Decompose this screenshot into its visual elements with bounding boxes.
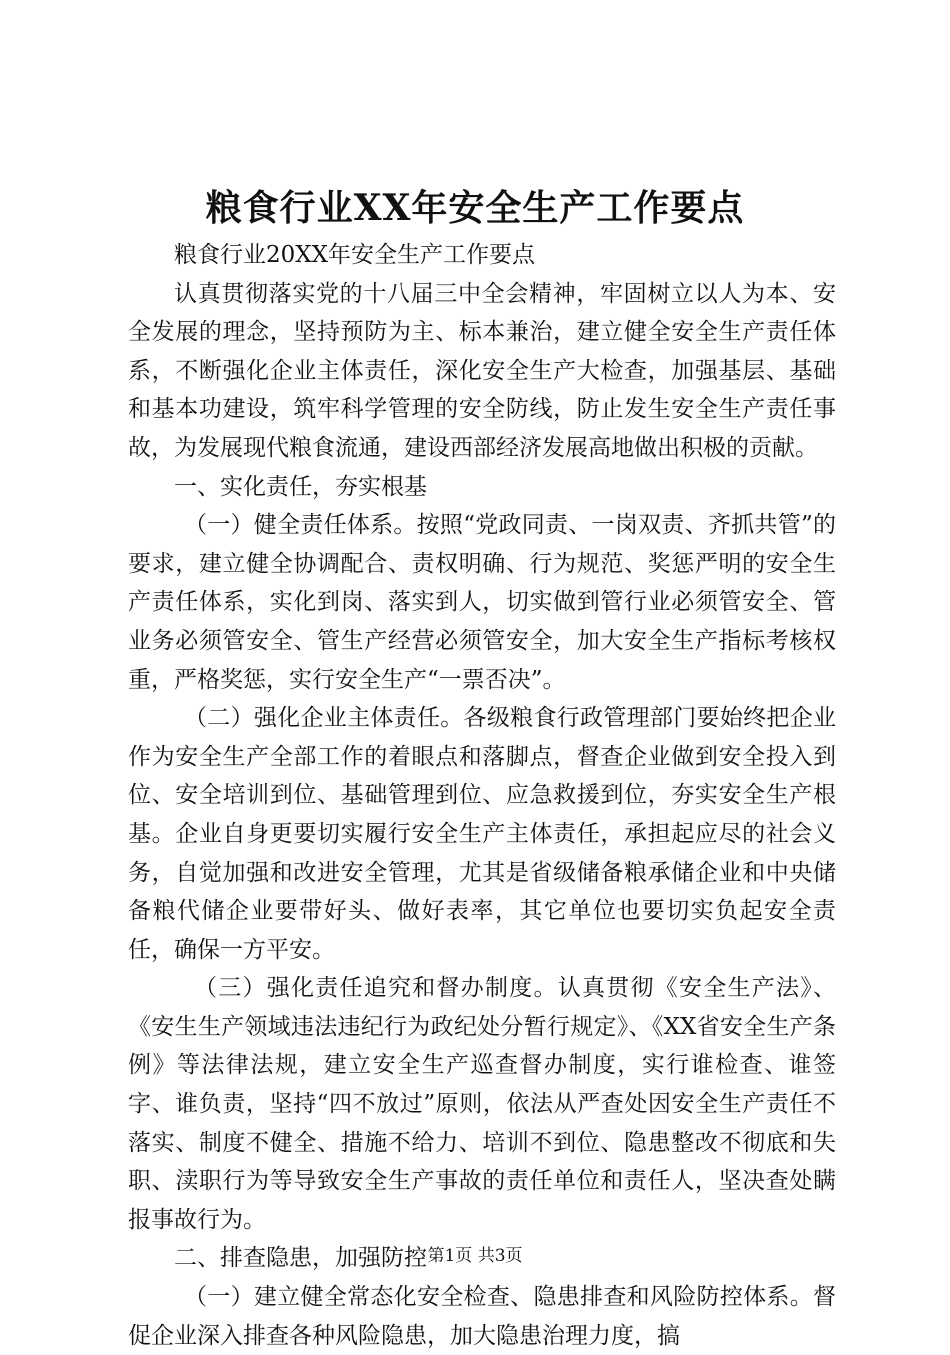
page-indicator: 第1页 共3页 [427, 1246, 523, 1266]
intro-paragraph: 认真贯彻落实党的十八届三中全会精神，牢固树立以人为本、安全发展的理念，坚持预防为主、标本兼治，建立健全安全生产责任体系，不断强化企业主体责任，深化安全生产大检查，加强基层、基础和基本功建设，筑牢科学管理的安全防线，防止发生安全生产责任事故，为发展现代粮食流通，建设西部经济发展高地做出积极的贡献。 [128, 280, 836, 461]
paragraph-2-1: （一）建立健全常态化安全检查、隐患排查和风险防控体系。督促企业深入排查各种风险隐患，加大隐患治理力度，搞 [128, 1284, 836, 1349]
document-body [128, 236, 836, 1355]
paragraph-1-3: （三）强化责任追究和督办制度。认真贯彻《安全生产法》、《安生生产领域违法违纪行为政纪处分暂行规定》、《XX省安全生产条例》等法律法规，建立安全生产巡查督办制度，实行谁检查、谁签字、谁负责，坚持“四不放过”原则，依法从严查处因安全生产责任不落实、制度不健全、措施不给力、培训不到位、隐患整改不彻底和失职、渎职行为等导致安全生产事故的责任单位和责任人，坚决查处瞒报事故行为。 [128, 975, 836, 1233]
paragraph-1-2: （二）强化企业主体责任。各级粮食行政管理部门要始终把企业作为安全生产全部工作的着眼点和落脚点，督查企业做到安全投入到位、安全培训到位、基础管理到位、应急救援到位，夯实安全生产根基。企业自身更要切实履行安全生产主体责任，承担起应尽的社会义务，自觉加强和改进安全管理，尤其是省级储备粮承储企业和中央储备粮代储企业要带好头、做好表率，其它单位也要切实负起安全责任，确保一方平安。 [128, 705, 836, 963]
section-heading-1: 一、实化责任，夯实根基 [174, 473, 427, 500]
subtitle-paragraph: 粮食行业20XX年安全生产工作要点 [174, 242, 536, 268]
paragraph-1-1: （一）健全责任体系。按照“党政同责、一岗双责、齐抓共管”的要求，建立健全协调配合、责权明确、行为规范、奖惩严明的安全生产责任体系，实化到岗、落实到人，切实做到管行业必须管安全、管业务必须管安全、管生产经营必须管安全，加大安全生产指标考核权重，严格奖惩，实行安全生产“一票否决”。 [128, 512, 836, 693]
section-heading-2: 二、排查隐患，加强防控 [174, 1245, 427, 1272]
document-title: 粮食行业XX年安全生产工作要点 [205, 187, 745, 229]
